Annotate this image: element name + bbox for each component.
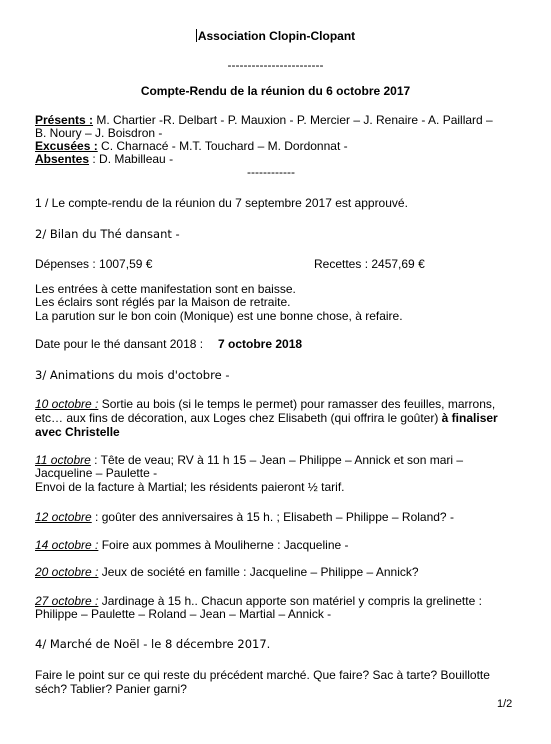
event-10-text-1: Sortie au bois (si le temps le permet) pour ramasser des feuilles, marrons, (98, 397, 496, 411)
event-20-date: 20 octobre : (35, 565, 99, 579)
event-27-date: 27 octobre : (35, 594, 99, 608)
event-27-line-2: Philippe – Paulette – Roland – Jean – Martial – Annick - (35, 607, 332, 621)
event-12-text: : goûter des anniversaires à 15 h. ; Elisabeth – Philippe – Roland? - (91, 510, 454, 524)
event-20-text: Jeux de société en famille : Jacqueline – Philippe – Annick? (98, 565, 419, 579)
attendance-separator: ------------ (247, 165, 295, 179)
item3-heading: 3/ Animations du mois d'octobre - (35, 368, 230, 382)
item4-line-2: séch? Tablier? Panier garni? (35, 682, 187, 696)
event-27-text-1: Jardinage à 15 h.. Chacun apporte son matériel y compris la grelinette : (98, 594, 482, 608)
item2-heading: 2/ Bilan du Thé dansant - (35, 227, 180, 241)
event-12-date: 12 octobre (35, 510, 92, 524)
event-10-line-2 (35, 411, 498, 426)
event-11-line-2: Jacqueline – Paulette - (35, 466, 158, 480)
absentes-names: : D. Mabilleau - (89, 152, 174, 166)
excusees-label: Excusées : (35, 139, 98, 153)
event-10-text-2: etc… aux fins de décoration, aux Loges chez Elisabeth (qui offrira le goûter) (35, 411, 439, 425)
report-title: Compte-Rendu de la réunion du 6 octobre 2017 (140, 84, 411, 98)
presents-names-1: M. Chartier -R. Delbart - P. Mauxion - P. Mercier – J. Renaire - A. Paillard – (93, 113, 493, 127)
next-date-value: 7 octobre 2018 (218, 337, 303, 351)
event-10-line-1 (35, 397, 495, 412)
event-10-bold-1: à finaliser (438, 411, 498, 425)
event-20-line (35, 565, 419, 580)
header-separator: ------------------------ (227, 58, 324, 72)
event-12-line (35, 510, 454, 525)
next-date-label: Date pour le thé dansant 2018 : (35, 337, 204, 351)
text-cursor (196, 29, 197, 42)
excusees-names: C. Charnacé - M.T. Touchard – M. Dordonnat - (97, 139, 348, 153)
item2-line-3: La parution sur le bon coin (Monique) est une bonne chose, à refaire. (35, 309, 403, 323)
absentes-label: Absentes (35, 152, 90, 166)
event-10-date: 10 octobre : (35, 397, 99, 411)
association-name: Association Clopin-Clopant (197, 29, 356, 43)
event-10-bold-2: avec Christelle (35, 425, 120, 439)
event-11-date: 11 octobre (35, 453, 91, 467)
item2-line-1: Les entrées à cette manifestation sont en baisse. (35, 282, 296, 296)
absentes-line (35, 152, 173, 167)
item1-approval: 1 / Le compte-rendu de la réunion du 7 septembre 2017 est approuvé. (35, 196, 408, 210)
event-11-line-3: Envoi de la facture à Martial; les résidents paieront ½ tarif. (35, 480, 345, 494)
presents-names-2: B. Noury – J. Boisdron - (35, 126, 163, 140)
item4-heading: 4/ Marché de Noël - le 8 décembre 2017. (35, 637, 271, 651)
item2-line-2: Les éclairs sont réglés par la Maison de retraite. (35, 295, 291, 309)
association-title (0, 29, 551, 44)
recettes-amount: Recettes : 2457,69 € (314, 257, 425, 271)
event-14-line (35, 538, 349, 553)
event-11-text-1: : Tête de veau; RV à 11 h 15 – Jean – Philippe – Annick et son mari – (90, 453, 464, 467)
presents-label: Présents : (35, 113, 94, 127)
page-number: 1/2 (497, 698, 513, 710)
event-14-text: Foire aux pommes à Mouliherne : Jacqueline - (98, 538, 349, 552)
item4-line-1: Faire le point sur ce qui reste du précédent marché. Que faire? Sac à tarte? Bouillotte (35, 668, 490, 682)
event-14-date: 14 octobre : (35, 538, 99, 552)
depenses-amount: Dépenses : 1007,59 € (35, 257, 153, 271)
